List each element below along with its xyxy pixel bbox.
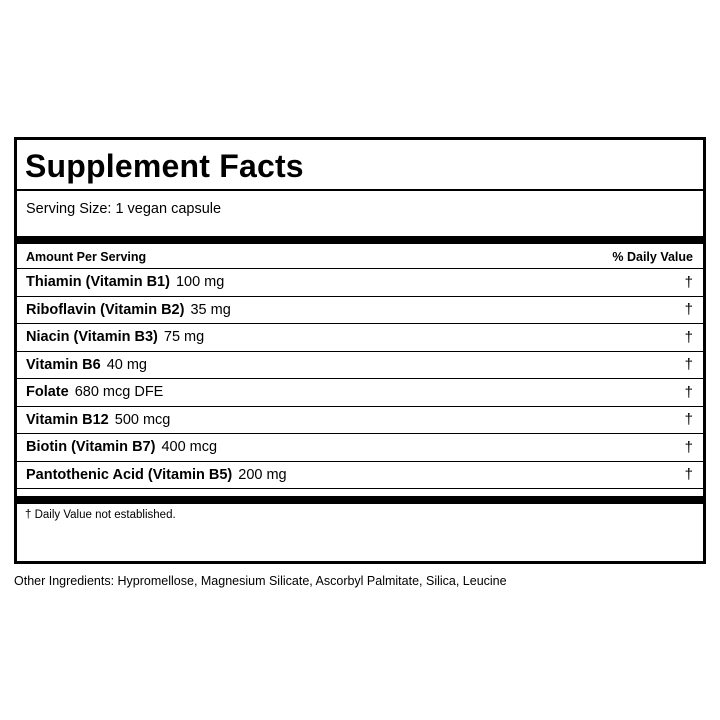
supplement-facts-panel [14, 137, 706, 564]
daily-value-mark: † [684, 411, 693, 429]
nutrient-name: Vitamin B6 [26, 356, 101, 373]
nutrient-amount: 200 mg [238, 466, 287, 483]
serving-size-section [17, 191, 703, 244]
daily-value-mark: † [684, 273, 693, 291]
nutrient-row [17, 407, 703, 435]
nutrient-label [26, 329, 204, 345]
nutrient-label [26, 412, 170, 428]
daily-value-mark: † [684, 328, 693, 346]
title-section [17, 140, 703, 191]
nutrient-label [26, 467, 287, 483]
nutrient-row [17, 324, 703, 352]
nutrient-name: Thiamin (Vitamin B1) [26, 274, 170, 291]
nutrient-amount: 75 mg [163, 329, 205, 346]
nutrient-label [26, 302, 231, 318]
nutrient-row [17, 434, 703, 462]
nutrient-name: Vitamin B12 [26, 411, 109, 428]
serving-size-text: Serving Size: 1 vegan capsule [26, 201, 222, 217]
amount-per-serving-header: Amount Per Serving [26, 250, 147, 264]
nutrient-name: Biotin (Vitamin B7) [26, 439, 156, 456]
nutrient-amount: 100 mg [175, 274, 225, 291]
nutrient-name: Riboflavin (Vitamin B2) [26, 301, 185, 318]
nutrient-amount: 400 mcg [161, 439, 218, 456]
nutrient-amount: 680 mcg DFE [74, 384, 164, 401]
column-header-row [17, 244, 703, 269]
other-ingredients-text: Other Ingredients: Hypromellose, Magnesium Silicate, Ascorbyl Palmitate, Silica, Leucine [14, 574, 507, 588]
daily-value-mark: † [684, 301, 693, 319]
nutrient-name: Pantothenic Acid (Vitamin B5) [26, 466, 233, 483]
nutrient-row [17, 462, 703, 490]
nutrient-row [17, 379, 703, 407]
nutrient-row [17, 352, 703, 380]
nutrient-label [26, 384, 163, 400]
daily-value-mark: † [684, 466, 693, 484]
panel-title: Supplement Facts [25, 148, 304, 184]
nutrient-row [17, 269, 703, 297]
daily-value-header: % Daily Value [612, 250, 693, 264]
thick-divider [17, 489, 703, 504]
nutrient-amount: 35 mg [190, 301, 231, 318]
daily-value-mark: † [684, 356, 693, 374]
nutrient-label [26, 439, 217, 455]
nutrient-label [26, 274, 224, 290]
daily-value-footnote: † Daily Value not established. [25, 509, 176, 521]
nutrient-amount: 500 mcg [114, 411, 171, 428]
nutrient-amount: 40 mg [106, 356, 147, 373]
nutrient-row [17, 297, 703, 325]
daily-value-mark: † [684, 438, 693, 456]
nutrient-name: Niacin (Vitamin B3) [26, 329, 158, 346]
nutrient-name: Folate [26, 384, 69, 401]
nutrient-label [26, 357, 147, 373]
daily-value-mark: † [684, 383, 693, 401]
